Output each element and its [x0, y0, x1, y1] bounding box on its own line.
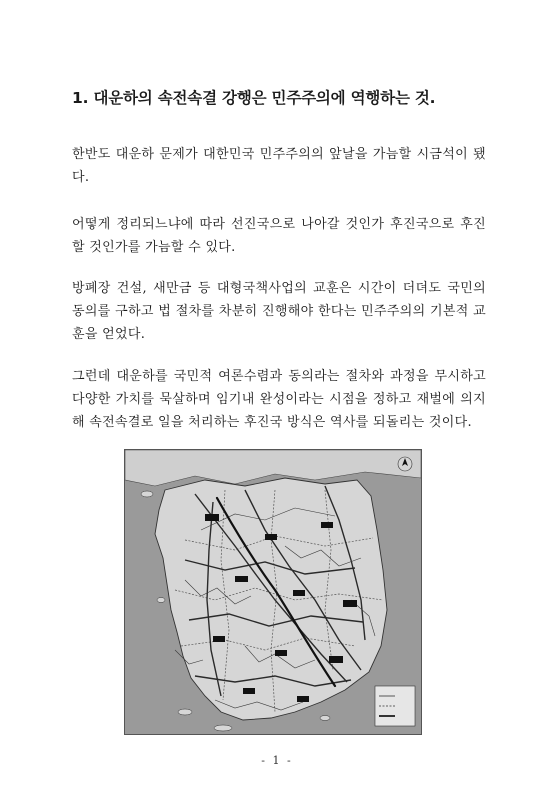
paragraph-2: 어떻게 정리되느냐에 따라 선진국으로 나아갈 것인가 후진국으로 후진할 것인가를 가늠할 수 있다. [72, 217, 486, 255]
paragraph-3: 방폐장 건설, 새만금 등 대형국책사업의 교훈은 시간이 더뎌도 국민의 동의를 구하고 법 절차를 차분히 진행해야 한다는 민주주의의 기본적 교훈을 얻었다. [72, 281, 486, 342]
korea-canal-map-image [124, 449, 422, 735]
paragraph-4: 그런데 대운하를 국민적 여론수렴과 동의라는 절차와 과정을 무시하고 다양한 가치를 묵살하며 임기내 완성이라는 시점을 정하고 재벌에 의지해 속전속결로 일을 처리하는 후진국 방식은 역사를 되돌리는 것이다. [72, 369, 486, 430]
korea-map-illustration [125, 450, 421, 734]
paragraph-1: 한반도 대운하 문제가 대한민국 민주주의의 앞날을 가늠할 시금석이 됐다. [72, 147, 486, 185]
page-number: - 1 - [261, 754, 293, 767]
section-heading: 1. 대운하의 속전속결 강행은 민주주의에 역행하는 것. [72, 89, 436, 107]
